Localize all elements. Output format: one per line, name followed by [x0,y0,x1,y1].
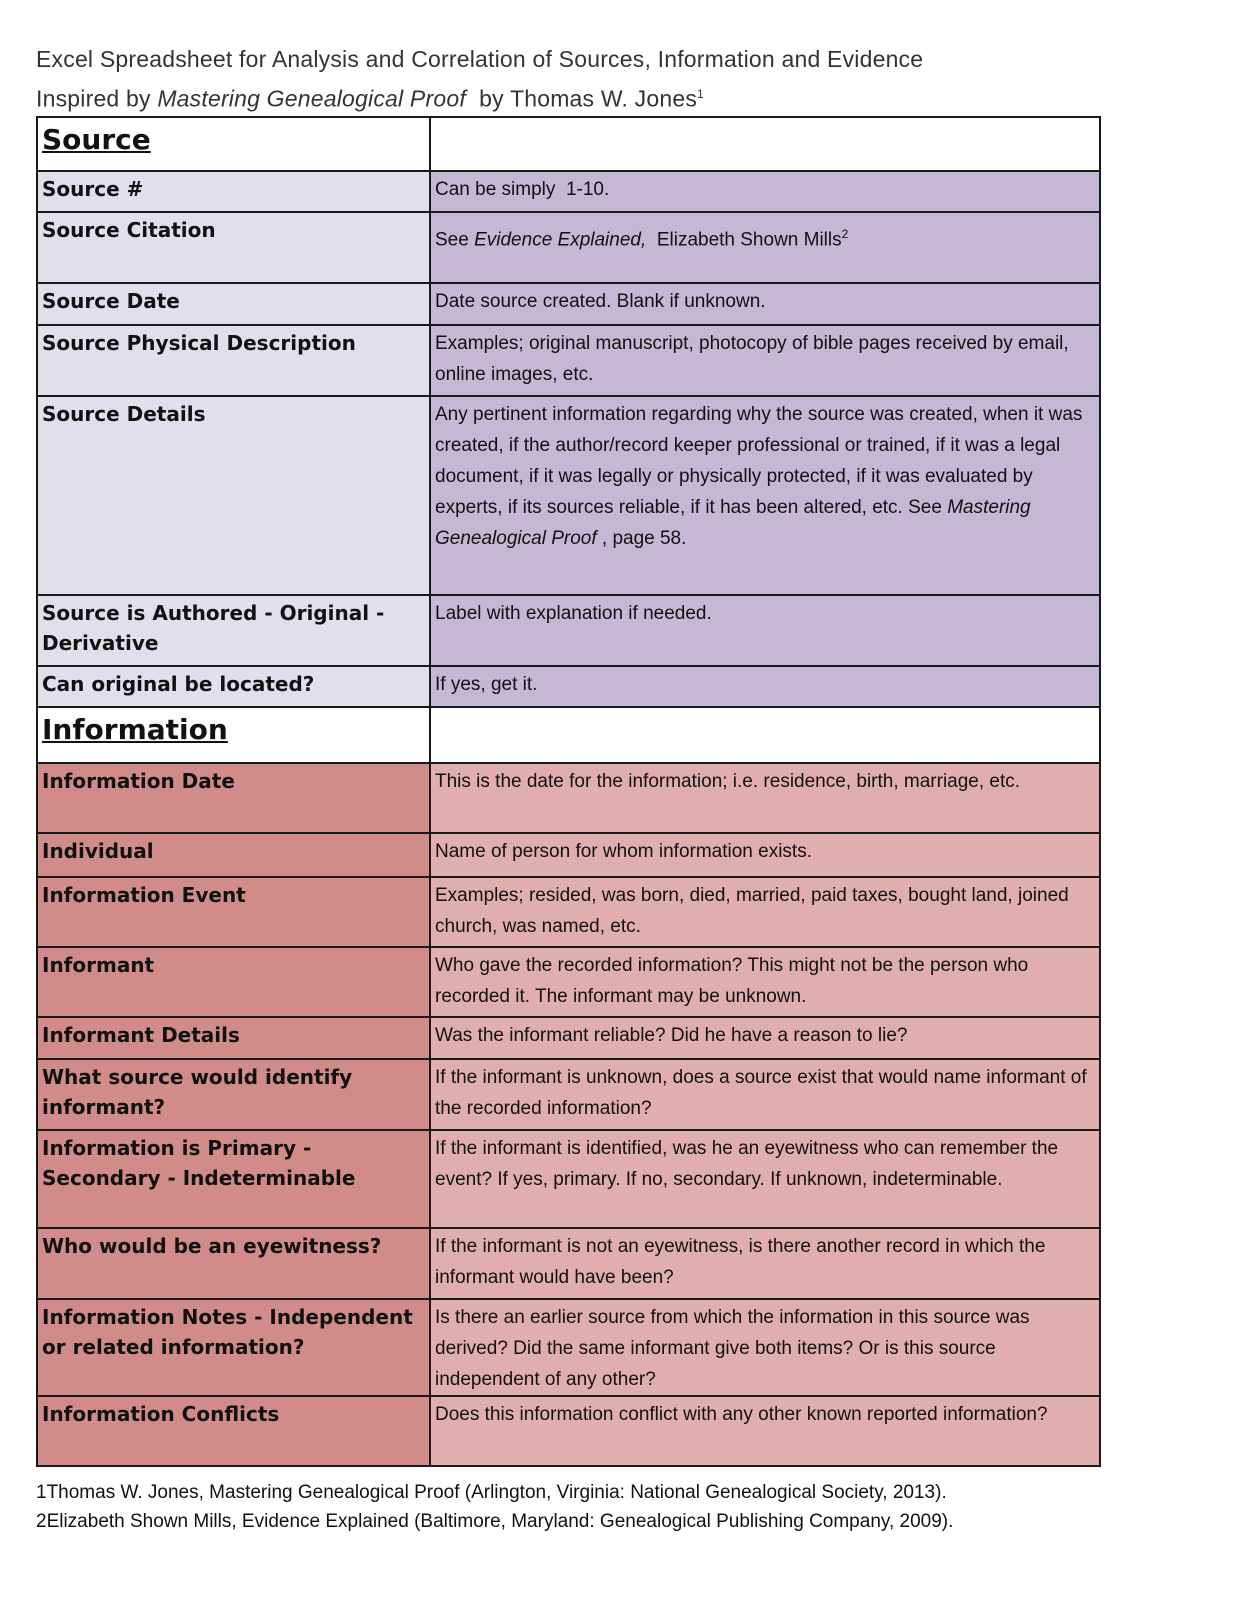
desc-prefix: See [435,229,475,251]
row-label: Informant Details [37,1017,430,1059]
information-section-header [37,707,1100,763]
row-label: Source Physical Description [37,325,430,396]
row-description: Name of person for whom information exists. [430,833,1100,877]
header-inspired-line [36,77,923,117]
table-row [37,763,1100,833]
row-label: Source # [37,171,430,212]
section-blank-cell [430,117,1100,171]
row-label: Information is Primary - Secondary - Indeterminable [37,1130,430,1228]
footnotes [36,1478,953,1536]
table-row [37,833,1100,877]
row-description: Label with explanation if needed. [430,595,1100,666]
table-row [37,666,1100,707]
row-label: Can original be located? [37,666,430,707]
row-description: Does this information conflict with any other known reported information? [430,1396,1100,1466]
desc-suffix: Elizabeth Shown Mills [646,229,842,251]
header-author: by Thomas W. Jones [465,85,698,112]
information-section-title: Information [37,707,430,763]
table-row [37,1299,1100,1396]
table-row [37,1017,1100,1059]
table-row [37,283,1100,325]
row-description [430,396,1100,595]
row-label: Source Details [37,396,430,595]
row-label: Source Citation [37,212,430,283]
table-row [37,947,1100,1017]
table-row [37,1396,1100,1466]
table-row [37,1059,1100,1130]
row-label: What source would identify informant? [37,1059,430,1130]
row-description: If yes, get it. [430,666,1100,707]
row-description: This is the date for the information; i.e. residence, birth, marriage, etc. [430,763,1100,833]
analysis-table [36,116,1101,1467]
row-description: Examples; resided, was born, died, married, paid taxes, bought land, joined church, was named, etc. [430,877,1100,947]
table-row [37,212,1100,283]
row-label: Source Date [37,283,430,325]
row-description: Examples; original manuscript, photocopy of bible pages received by email, online images, etc. [430,325,1100,396]
row-description: Who gave the recorded information? This might not be the person who recorded it. The informant may be unknown. [430,947,1100,1017]
table-row [37,325,1100,396]
table-row [37,171,1100,212]
source-section-title: Source [37,117,430,171]
header-inspired-prefix: Inspired by [36,85,158,112]
row-label: Source is Authored - Original - Derivative [37,595,430,666]
table-row [37,1130,1100,1228]
desc-italic: Mastering Genealogical Proof [435,497,1031,549]
section-blank-cell [430,707,1100,763]
row-description: If the informant is unknown, does a source exist that would name informant of the recorded information? [430,1059,1100,1130]
row-label: Informant [37,947,430,1017]
row-label: Who would be an eyewitness? [37,1228,430,1299]
header-book-title: Mastering Genealogical Proof [157,85,466,112]
row-description [430,212,1100,283]
row-description: Can be simply 1-10. [430,171,1100,212]
row-description: Was the informant reliable? Did he have a reason to lie? [430,1017,1100,1059]
source-section-header [37,117,1100,171]
row-label: Individual [37,833,430,877]
row-label: Information Date [37,763,430,833]
desc-footnote-mark: 2 [841,227,849,241]
footnote-2: 2Elizabeth Shown Mills, Evidence Explained (Baltimore, Maryland: Genealogical Publishing Company, 2009). [36,1511,954,1532]
row-label: Information Notes - Independent or related information? [37,1299,430,1396]
table-row [37,877,1100,947]
desc-prefix: Any pertinent information regarding why the source was created, when it was created, if the author/record keeper professional or trained, if it was a legal document, if it was legally or physically protected, if it was evaluated by experts, if its sources reliable, if it has been altered, etc. See [435,404,1083,518]
document-header [36,42,923,117]
desc-italic: Evidence Explained, [474,229,647,251]
row-description: If the informant is not an eyewitness, is there another record in which the informant would have been? [430,1228,1100,1299]
row-label: Information Event [37,877,430,947]
header-footnote-mark: 1 [697,87,704,101]
row-description: Date source created. Blank if unknown. [430,283,1100,325]
footnote-1: 1Thomas W. Jones, Mastering Genealogical Proof (Arlington, Virginia: National Genealogical Society, 2013). [36,1482,947,1503]
row-description: Is there an earlier source from which the information in this source was derived? Did the same informant give both items? Or is this source independent of any other? [430,1299,1100,1396]
row-description: If the informant is identified, was he an eyewitness who can remember the event? If yes, primary. If no, secondary. If unknown, indeterminable. [430,1130,1100,1228]
table-row [37,1228,1100,1299]
row-label: Information Conflicts [37,1396,430,1466]
desc-suffix: , page 58. [596,528,687,549]
table-row [37,595,1100,666]
header-title-line: Excel Spreadsheet for Analysis and Correlation of Sources, Information and Evidence [36,46,924,72]
table-row [37,396,1100,595]
